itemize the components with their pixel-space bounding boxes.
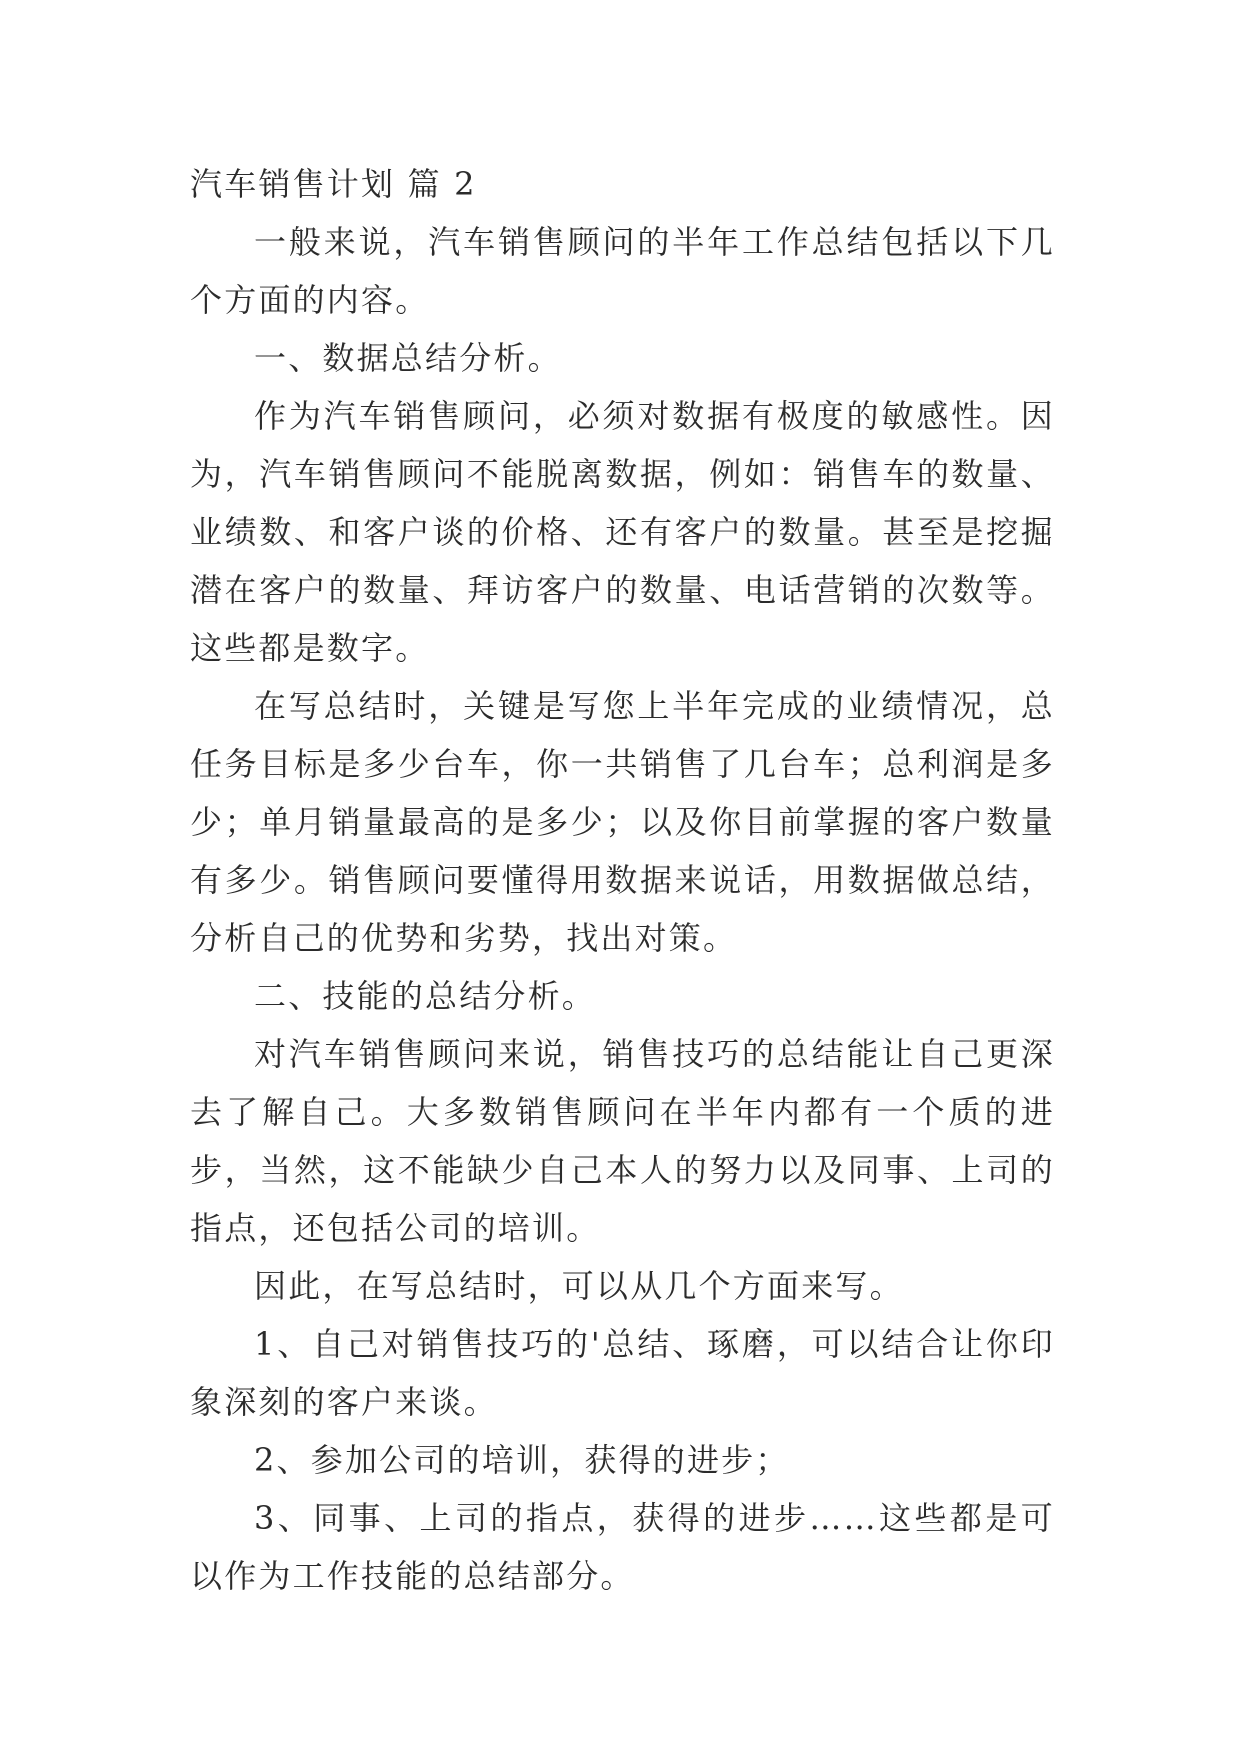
- list-item-2: 2、参加公司的培训，获得的进步；: [254, 1441, 790, 1479]
- paragraph-writing-summary: 在写总结时，关键是写您上半年完成的业绩情况，总任务目标是多少台车，你一共销售了几台车；总利润是多少；单月销量最高的是多少；以及你目前掌握的客户数量有多少。销售顾问要懂得用数据来说话，用数据做总结，分析自己的优势和劣势，找出对策。: [190, 687, 1055, 957]
- paragraph-aspects: 因此，在写总结时，可以从几个方面来写。: [254, 1267, 904, 1305]
- document-body: [190, 155, 1055, 1605]
- section-heading-data-analysis: 一、数据总结分析。: [254, 339, 562, 377]
- paragraph-intro: 一般来说，汽车销售顾问的半年工作总结包括以下几个方面的内容。: [190, 223, 1055, 319]
- paragraph-data-sensitivity: 作为汽车销售顾问，必须对数据有极度的敏感性。因为，汽车销售顾问不能脱离数据，例如：销售车的数量、业绩数、和客户谈的价格、还有客户的数量。甚至是挖掘潜在客户的数量、拜访客户的数量、电话营销的次数等。这些都是数字。: [190, 397, 1055, 667]
- paragraph-sales-skills: 对汽车销售顾问来说，销售技巧的总结能让自己更深去了解自己。大多数销售顾问在半年内都有一个质的进步，当然，这不能缺少自己本人的努力以及同事、上司的指点，还包括公司的培训。: [190, 1035, 1055, 1247]
- document-title: 汽车销售计划 篇 2: [190, 165, 477, 203]
- list-item-1: 1、自己对销售技巧的'总结、琢磨，可以结合让你印象深刻的客户来谈。: [190, 1325, 1055, 1421]
- section-heading-skills-analysis: 二、技能的总结分析。: [254, 977, 597, 1015]
- list-item-3: 3、同事、上司的指点，获得的进步……这些都是可以作为工作技能的总结部分。: [190, 1499, 1055, 1595]
